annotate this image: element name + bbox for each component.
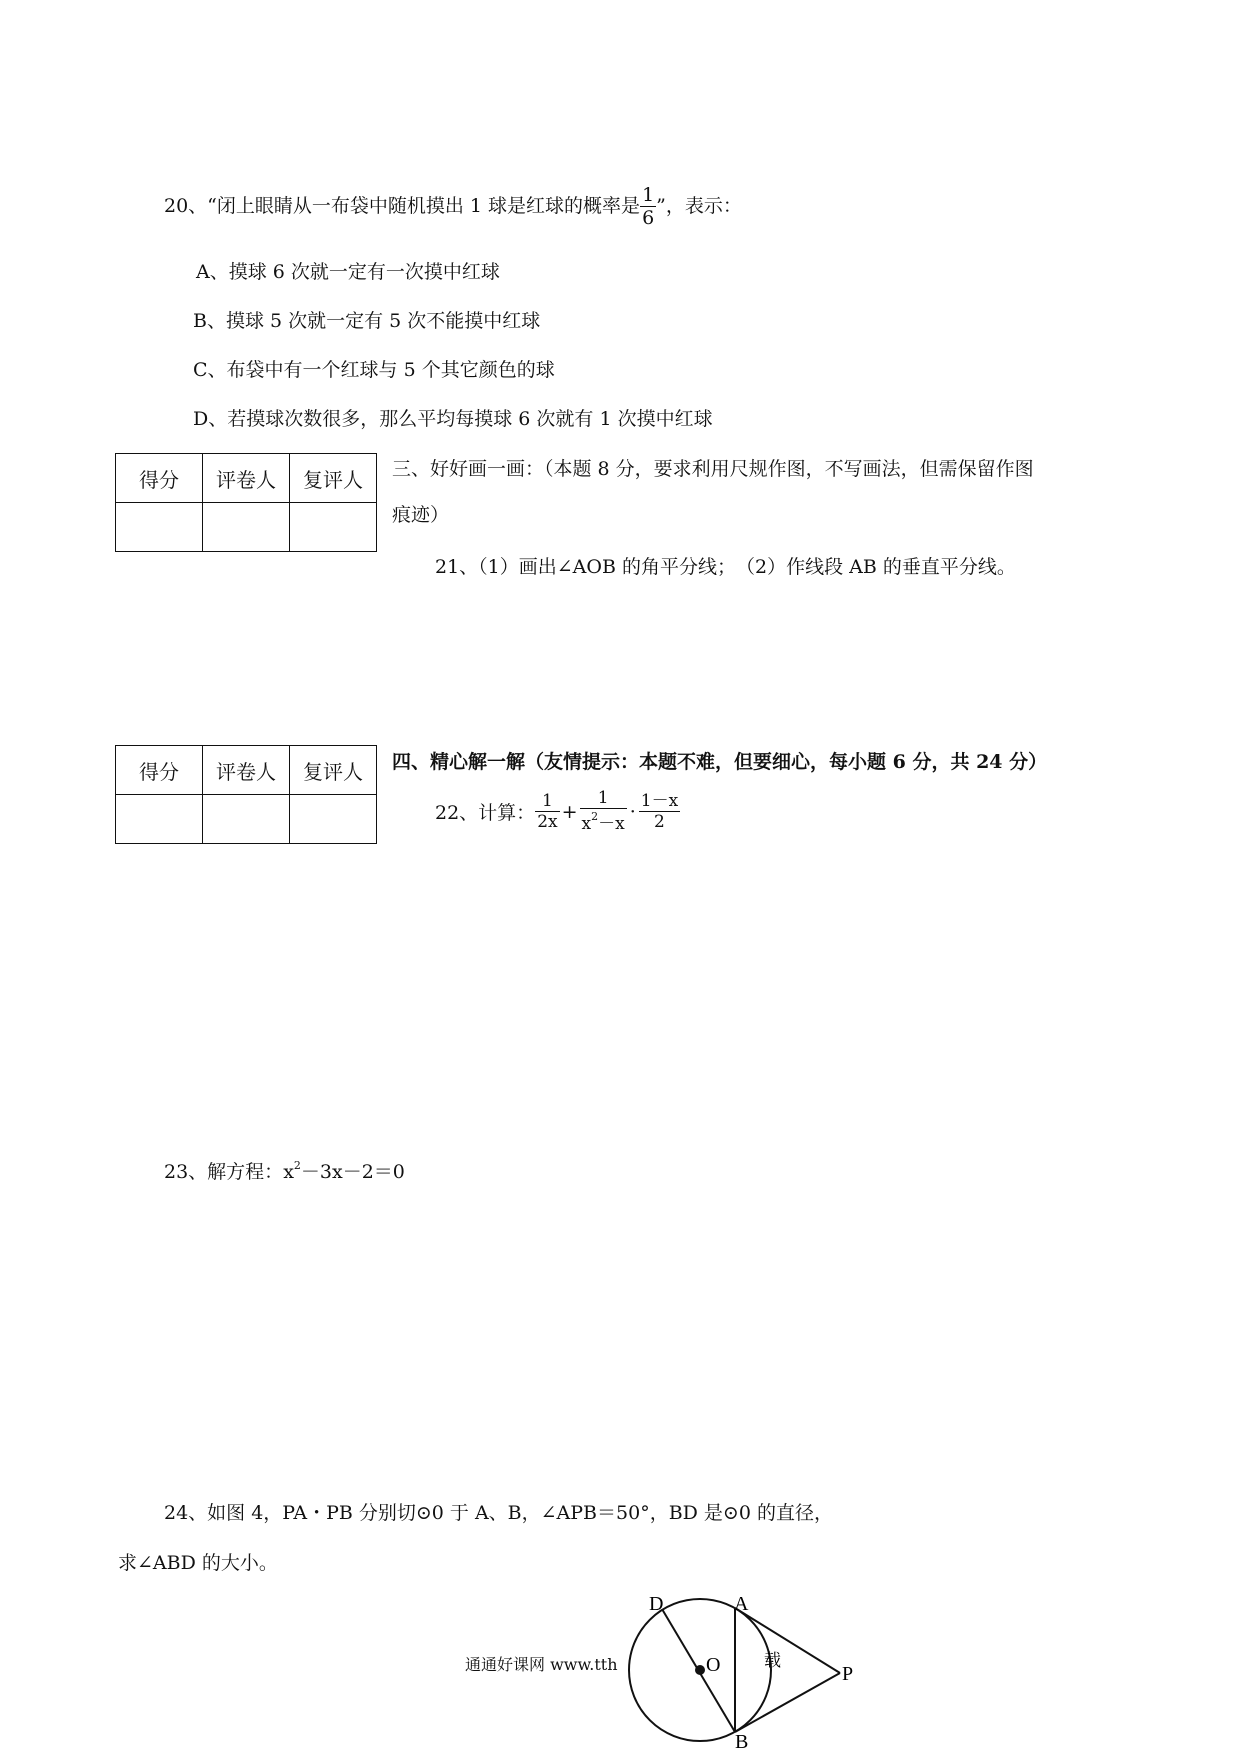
label-d: D	[649, 1593, 664, 1615]
center-point-o	[695, 1665, 705, 1675]
label-b: B	[735, 1731, 749, 1753]
score-header-score: 得分	[116, 746, 203, 795]
q24-line1: 24、如图 4，PA・PB 分别切⊙0 于 A、B，∠APB＝50°，BD 是⊙0 的直径，	[164, 1502, 833, 1524]
section3-heading-line2: 痕迹）	[392, 504, 450, 526]
q21-text: 21、（1）画出∠AOB 的角平分线； （2）作线段 AB 的垂直平分线。	[435, 556, 1016, 578]
score-header-score: 得分	[116, 454, 203, 503]
q23-text: 23、解方程：$x^2-3x-2=0$	[164, 1159, 405, 1183]
q20-option-d: D、若摸球次数很多，那么平均每摸球 6 次就有 1 次摸中红球	[193, 408, 713, 430]
q22-fraction-3: $\frac{1-x}{2}$	[640, 790, 679, 832]
q20-option-c: C、布袋中有一个红球与 5 个其它颜色的球	[193, 359, 555, 381]
score-header-reviewer: 复评人	[290, 454, 377, 503]
label-p: P	[842, 1663, 854, 1685]
score-header-grader: 评卷人	[203, 454, 290, 503]
section3-heading-line1: 三、好好画一画：（本题 8 分，要求利用尺规作图，不写画法，但需保留作图	[392, 458, 1034, 480]
score-cell[interactable]	[116, 503, 203, 552]
figure-4-diagram	[0, 1580, 1240, 1754]
tangent-pa	[735, 1608, 840, 1673]
q24-line2: 求∠ABD 的大小。	[118, 1552, 278, 1574]
score-header-grader: 评卷人	[203, 746, 290, 795]
grader-cell[interactable]	[203, 503, 290, 552]
label-a: A	[734, 1593, 749, 1615]
watermark-tail: 载	[764, 1651, 781, 1670]
q22-expression: 22、计算： $\frac{1}{2x}$ + $\frac{1}{x^2-x}$ · $\frac{1-x}{2}$	[435, 788, 679, 834]
score-cell[interactable]	[116, 795, 203, 844]
q20-fraction: $\frac{1}{6}$	[642, 184, 655, 229]
score-table-section4	[115, 745, 377, 844]
watermark-text: 通通好课网 www.tth	[463, 1652, 620, 1675]
score-header-reviewer: 复评人	[290, 746, 377, 795]
reviewer-cell[interactable]	[290, 795, 377, 844]
grader-cell[interactable]	[203, 795, 290, 844]
q20-option-a: A、摸球 6 次就一定有一次摸中红球	[196, 261, 500, 283]
q20-option-b: B、摸球 5 次就一定有 5 次不能摸中红球	[193, 310, 541, 332]
q20-stem: 20、“闭上眼睛从一布袋中随机摸出 1 球是红球的概率是 $\frac{1}{6}$ ”，表示：	[164, 184, 742, 229]
label-o: O	[706, 1654, 721, 1676]
q22-fraction-2: $\frac{1}{x^2-x}$	[581, 788, 625, 834]
reviewer-cell[interactable]	[290, 503, 377, 552]
tangent-pb	[735, 1673, 840, 1732]
section4-heading: 四、精心解一解（友情提示：本题不难，但要细心，每小题 6 分，共 24 分）	[392, 751, 1048, 773]
q22-fraction-1: $\frac{1}{2x}$	[537, 790, 558, 832]
score-table-section3	[115, 453, 377, 552]
